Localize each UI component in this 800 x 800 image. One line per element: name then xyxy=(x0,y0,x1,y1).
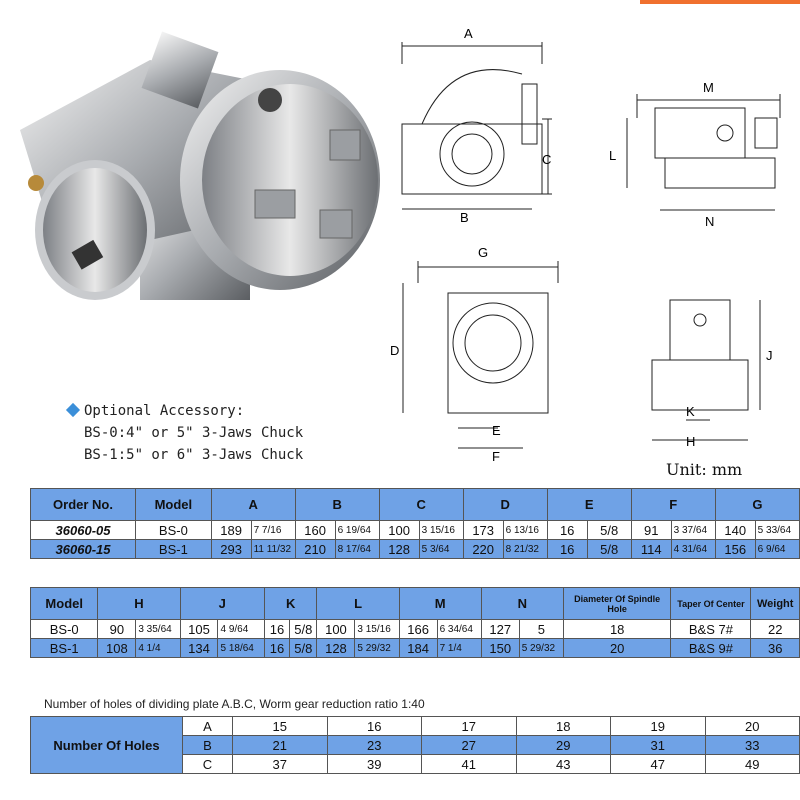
dim-label-f: F xyxy=(492,449,500,464)
cell-weight: 36 xyxy=(751,639,800,658)
table-row xyxy=(31,717,800,736)
top-view-drawing xyxy=(388,243,578,465)
cell-h-in: 4 1/4 xyxy=(136,639,180,658)
holes-cell: 19 xyxy=(611,717,706,736)
cell-m-mm: 166 xyxy=(399,620,437,639)
cell-d-in: 8 21/32 xyxy=(503,540,547,559)
order-no: 36060-15 xyxy=(31,540,136,559)
cell-j-mm: 105 xyxy=(180,620,218,639)
col-header-b: B xyxy=(295,489,379,521)
plate-label: B xyxy=(183,736,233,755)
cell-g-in: 5 33/64 xyxy=(755,521,799,540)
plate-label: A xyxy=(183,717,233,736)
cell-h-mm: 90 xyxy=(98,620,136,639)
holes-cell: 20 xyxy=(705,717,800,736)
cell-b-mm: 160 xyxy=(295,521,335,540)
table-row xyxy=(31,540,800,559)
front-view-drawing xyxy=(392,24,562,224)
col-header-spindle-hole: Diameter Of Spindle Hole xyxy=(563,588,670,620)
cell-k-in: 5/8 xyxy=(290,620,317,639)
diamond-bullet-icon xyxy=(66,403,80,417)
optional-accessory xyxy=(66,400,303,466)
cell-e-in: 5/8 xyxy=(587,521,631,540)
cell-spindle-hole: 18 xyxy=(563,620,670,639)
cell-f-in: 4 31/64 xyxy=(671,540,715,559)
cell-m-mm: 184 xyxy=(399,639,437,658)
holes-cell: 39 xyxy=(327,755,422,774)
cell-j-in: 5 18/64 xyxy=(218,639,264,658)
dim-label-e: E xyxy=(492,423,501,438)
col-header-f: F xyxy=(631,489,715,521)
unit-label: Unit: mm xyxy=(666,460,743,479)
accessory-title: Optional Accessory: xyxy=(84,403,245,419)
cell-h-in: 3 35/64 xyxy=(136,620,180,639)
col-header-weight: Weight xyxy=(751,588,800,620)
col-header-g: G xyxy=(715,489,799,521)
col-header-k: K xyxy=(264,588,317,620)
cell-taper: B&S 9# xyxy=(671,639,751,658)
order-no: 36060-05 xyxy=(31,521,136,540)
plate-label: C xyxy=(183,755,233,774)
cell-l-in: 5 29/32 xyxy=(355,639,399,658)
table-row xyxy=(31,639,800,658)
table-row xyxy=(31,620,800,639)
holes-cell: 23 xyxy=(327,736,422,755)
holes-table xyxy=(30,716,800,774)
dim-label-a: A xyxy=(464,26,473,41)
holes-note: Number of holes of dividing plate A.B.C, Worm gear reduction ratio 1:40 xyxy=(44,697,425,711)
dim-label-j: J xyxy=(766,348,773,363)
holes-cell: 16 xyxy=(327,717,422,736)
cell-k-mm: 16 xyxy=(264,639,289,658)
cell-d-mm: 220 xyxy=(463,540,503,559)
dim-label-h: H xyxy=(686,434,696,449)
cell-j-mm: 134 xyxy=(180,639,218,658)
col-header-model: Model xyxy=(136,489,212,521)
cell-c-in: 3 15/16 xyxy=(419,521,463,540)
cell-b-in: 6 19/64 xyxy=(335,521,379,540)
col-header-j: J xyxy=(180,588,264,620)
cell-e-in: 5/8 xyxy=(587,540,631,559)
cell-l-mm: 100 xyxy=(317,620,355,639)
model: BS-0 xyxy=(31,620,98,639)
col-header-taper: Taper Of Center xyxy=(671,588,751,620)
dim-label-n: N xyxy=(705,214,715,228)
holes-cell: 49 xyxy=(705,755,800,774)
cell-e-mm: 16 xyxy=(547,521,587,540)
col-header-n: N xyxy=(481,588,563,620)
model: BS-0 xyxy=(136,521,212,540)
dim-label-b: B xyxy=(460,210,469,224)
holes-cell: 33 xyxy=(705,736,800,755)
cell-k-in: 5/8 xyxy=(290,639,317,658)
holes-cell: 29 xyxy=(516,736,611,755)
cell-d-in: 6 13/16 xyxy=(503,521,547,540)
dim-label-l: L xyxy=(609,148,617,163)
holes-label: Number Of Holes xyxy=(31,717,183,774)
col-header-h: H xyxy=(98,588,180,620)
cell-m-in: 7 1/4 xyxy=(437,639,481,658)
cell-n-in: 5 29/32 xyxy=(519,639,563,658)
cell-c-mm: 128 xyxy=(379,540,419,559)
col-header-order-no: Order No. xyxy=(31,489,136,521)
cell-l-in: 3 15/16 xyxy=(355,620,399,639)
col-header-l: L xyxy=(317,588,399,620)
cell-l-mm: 128 xyxy=(317,639,355,658)
cell-a-mm: 189 xyxy=(211,521,251,540)
table-row xyxy=(31,521,800,540)
dim-label-c: C xyxy=(542,152,552,167)
dim-label-d: D xyxy=(390,343,400,358)
holes-cell: 43 xyxy=(516,755,611,774)
cell-n-in: 5 xyxy=(519,620,563,639)
col-header-c: C xyxy=(379,489,463,521)
holes-cell: 31 xyxy=(611,736,706,755)
col-header-a: A xyxy=(211,489,295,521)
cell-k-mm: 16 xyxy=(264,620,289,639)
dim-label-k: K xyxy=(686,404,695,419)
col-header-m: M xyxy=(399,588,481,620)
cell-b-mm: 210 xyxy=(295,540,335,559)
holes-cell: 18 xyxy=(516,717,611,736)
cell-h-mm: 108 xyxy=(98,639,136,658)
holes-cell: 21 xyxy=(233,736,328,755)
cell-g-mm: 156 xyxy=(715,540,755,559)
dim-label-m: M xyxy=(703,80,714,95)
cell-n-mm: 150 xyxy=(481,639,519,658)
cell-f-mm: 91 xyxy=(631,521,671,540)
cell-f-mm: 114 xyxy=(631,540,671,559)
holes-cell: 15 xyxy=(233,717,328,736)
cell-a-in: 11 11/32 xyxy=(251,540,295,559)
cell-a-in: 7 7/16 xyxy=(251,521,295,540)
tailstock-side-drawing xyxy=(605,78,800,228)
cell-g-in: 6 9/64 xyxy=(755,540,799,559)
holes-cell: 27 xyxy=(422,736,517,755)
accessory-line: BS-0:4" or 5" 3-Jaws Chuck xyxy=(84,425,304,441)
tailstock-front-drawing xyxy=(630,280,800,450)
holes-cell: 17 xyxy=(422,717,517,736)
holes-cell: 47 xyxy=(611,755,706,774)
top-accent-bar xyxy=(640,0,800,4)
dim-label-g: G xyxy=(478,245,489,260)
col-header-d: D xyxy=(463,489,547,521)
cell-b-in: 8 17/64 xyxy=(335,540,379,559)
cell-j-in: 4 9/64 xyxy=(218,620,264,639)
cell-taper: B&S 7# xyxy=(671,620,751,639)
model: BS-1 xyxy=(31,639,98,658)
cell-d-mm: 173 xyxy=(463,521,503,540)
dimension-table-2 xyxy=(30,587,800,658)
col-header-e: E xyxy=(547,489,631,521)
product-photo xyxy=(0,20,390,330)
accessory-line: BS-1:5" or 6" 3-Jaws Chuck xyxy=(84,447,304,463)
cell-n-mm: 127 xyxy=(481,620,519,639)
cell-g-mm: 140 xyxy=(715,521,755,540)
cell-c-in: 5 3/64 xyxy=(419,540,463,559)
cell-m-in: 6 34/64 xyxy=(437,620,481,639)
cell-f-in: 3 37/64 xyxy=(671,521,715,540)
model: BS-1 xyxy=(136,540,212,559)
cell-c-mm: 100 xyxy=(379,521,419,540)
cell-spindle-hole: 20 xyxy=(563,639,670,658)
col-header-model: Model xyxy=(31,588,98,620)
cell-a-mm: 293 xyxy=(211,540,251,559)
holes-cell: 37 xyxy=(233,755,328,774)
cell-weight: 22 xyxy=(751,620,800,639)
cell-e-mm: 16 xyxy=(547,540,587,559)
dimension-table-1 xyxy=(30,488,800,559)
holes-cell: 41 xyxy=(422,755,517,774)
